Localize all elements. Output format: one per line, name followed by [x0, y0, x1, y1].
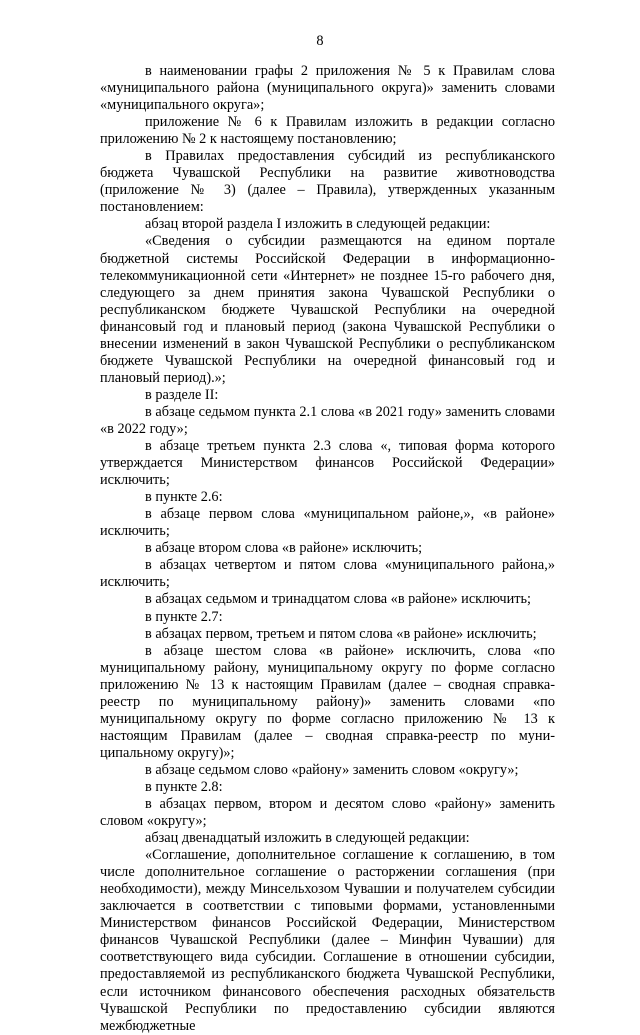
paragraph: в абзаце седьмом слово «району» заменить словом «округу»; — [145, 761, 519, 778]
paragraph: «Сведения о субсидии размещаются на едином портале бюджетной системы Российской Федерации в информационно-телекоммуникационной сети «Интернет» не позднее 15-го рабочего дня, следующего за днем принятия закона Чувашской Республики о республиканском бюджете Чувашской Республики на очередной финансовый год и плановый период (закона Чувашской Республики о внесении изменений в закон Чувашской Республики о республиканском бюджете Чувашской Республики на очередной финансовый год и плановый период).»; — [100, 233, 555, 386]
paragraph: в абзацах четвертом и пятом слова «муниципального района,» исключить; — [100, 557, 555, 591]
paragraph: абзац второй раздела I изложить в следующей редакции: — [145, 216, 491, 233]
paragraph: в абзацах первом, втором и десятом слово «району» заменить словом «округу»; — [100, 796, 555, 830]
paragraph: в наименовании графы 2 приложения № 5 к Правилам слова «муниципального района (муниципального округа)» заменить словами «муниципального округа»; — [100, 63, 555, 114]
paragraph: «Соглашение, дополнительное соглашение к соглашению, в том числе дополнительное соглашение о расторжении соглашения (при необходимости), между Минсельхозом Чувашии и получателем субсидии заключается в соответствии с типовыми формами, установленными Министерством финансов Российской Федерации, Министерством финансов Чувашской Республики (далее – Минфин Чувашии) для соответствующего вида субсидии. Соглашение в отношении субсидии, предоставляемой из республиканского бюджета Чувашской Республики, если источником финансового обеспечения расходных обязательств Чувашской Республики по предоставлению субсидии являются межбюджетные — [100, 847, 555, 1034]
paragraph: в абзаце шестом слова «в районе» исключить, слова «по муниципальному району, муниципальному округу по форме согласно приложению № 13 к настоящим Правилам (далее – сводная справка-реестр по муниципальному району)» заменить словами «по муниципальному округу по форме согласно приложению № 13 к настоящим Правилам (далее – сводная справка-реестр по муниципальному округу)»; — [100, 642, 555, 761]
paragraph: в абзаце втором слова «в районе» исключить; — [145, 540, 423, 557]
paragraph: в пункте 2.8: — [145, 778, 223, 795]
paragraph: в абзаце первом слова «муниципальном районе,», «в районе» исключить; — [100, 506, 555, 540]
paragraph: в абзаце третьем пункта 2.3 слова «, типовая форма которого утверждается Министерством финансов Российской Федерации» исключить; — [100, 438, 555, 489]
document-body — [100, 63, 555, 1035]
paragraph: приложение № 6 к Правилам изложить в редакции согласно приложению № 2 к настоящему постановлению; — [100, 114, 555, 148]
paragraph: в пункте 2.6: — [145, 489, 223, 506]
paragraph: абзац двенадцатый изложить в следующей редакции: — [145, 830, 470, 847]
paragraph: в пункте 2.7: — [145, 608, 223, 625]
paragraph: в абзацах седьмом и тринадцатом слова «в районе» исключить; — [145, 591, 531, 608]
paragraph: в абзаце седьмом пункта 2.1 слова «в 2021 году» заменить словами «в 2022 году»; — [100, 403, 555, 437]
paragraph: в Правилах предоставления субсидий из республиканского бюджета Чувашской Республики на развитие животноводства (приложение № 3) (далее – Правила), утвержденных указанным постановлением: — [100, 148, 555, 216]
paragraph: в абзацах первом, третьем и пятом слова «в районе» исключить; — [145, 625, 537, 642]
paragraph: в разделе II: — [145, 386, 219, 403]
page-number: 8 — [316, 33, 324, 49]
